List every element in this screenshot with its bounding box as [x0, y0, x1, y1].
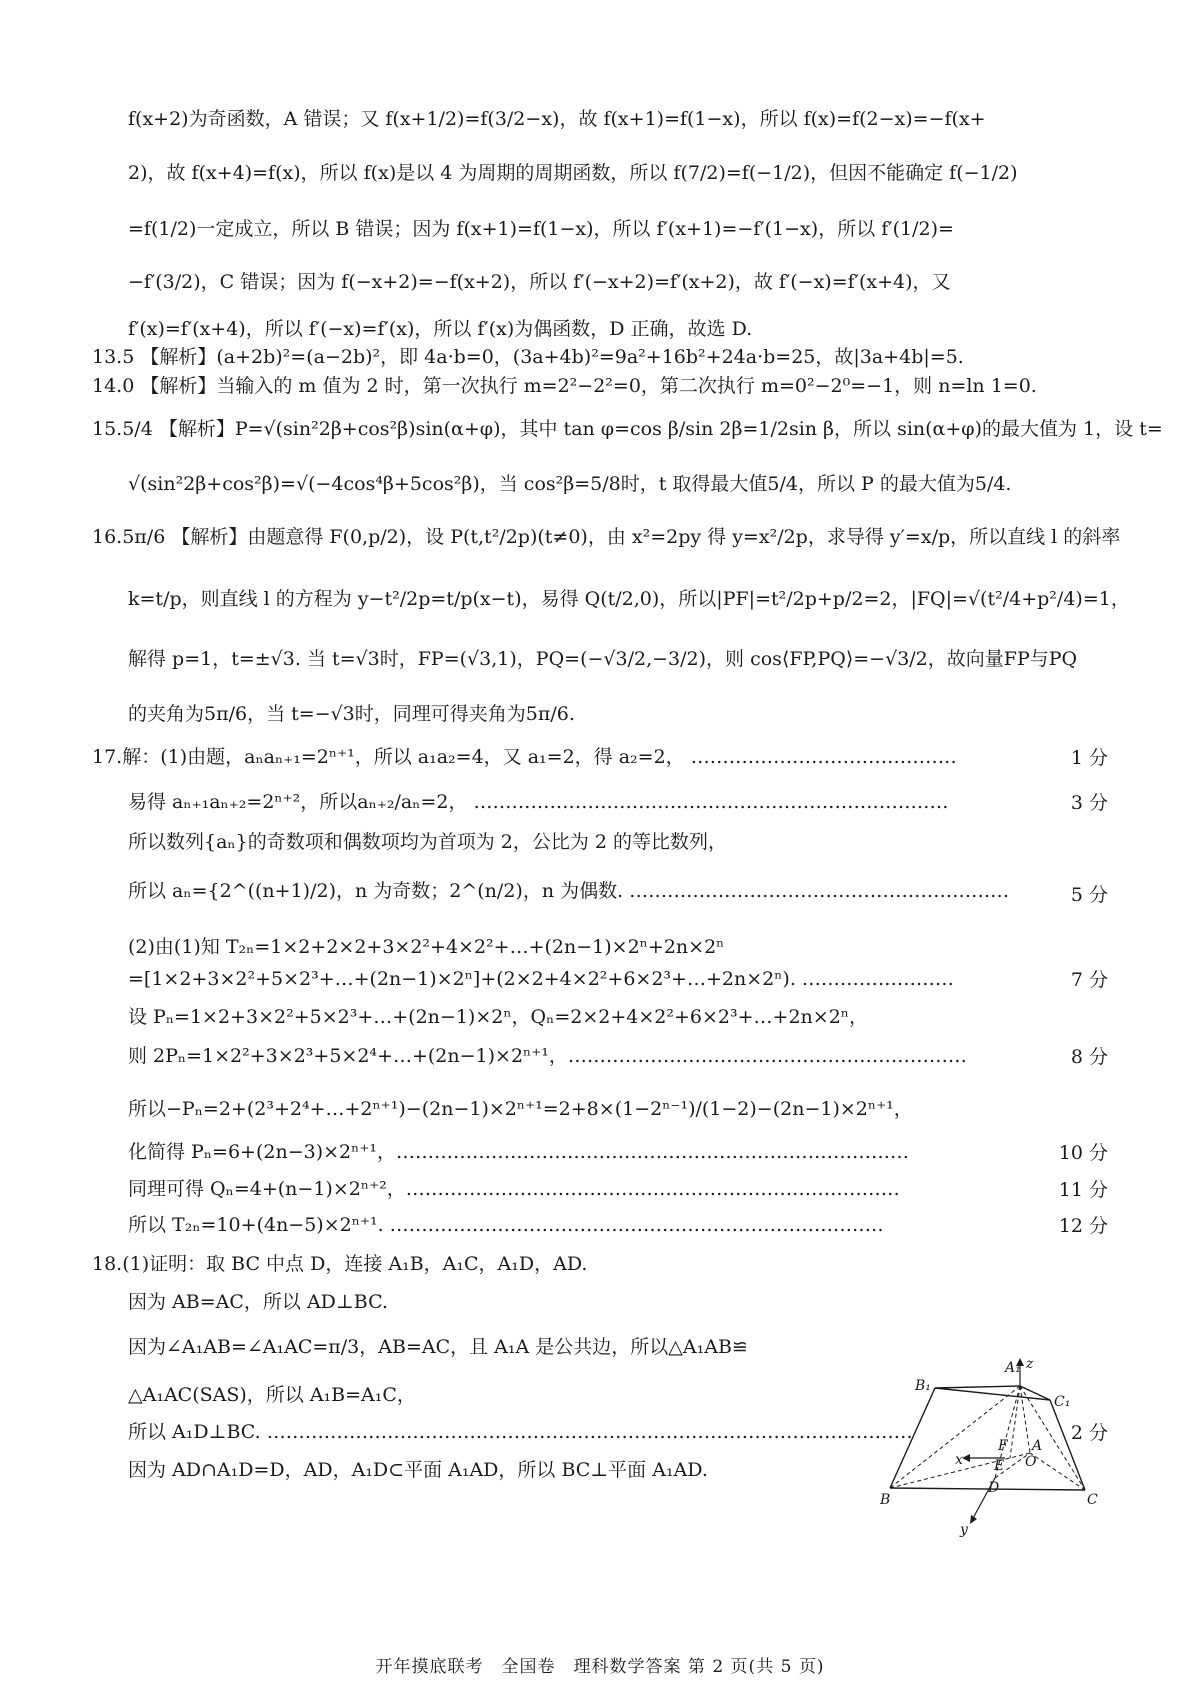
answer-18-line-3: 因为∠A₁AB=∠A₁AC=π/3，AB=AC，且 A₁A 是公共边，所以△A₁AB≌ — [128, 1336, 748, 1358]
text-line-3: =f(1/2)一定成立，所以 B 错误；因为 f(x+1)=f(1−x)，所以 f′(x+1)=−f′(1−x)，所以 f′(1/2)= — [128, 218, 954, 240]
page-footer: 开年摸底联考 全国卷 理科数学答案 第 2 页(共 5 页) — [375, 1657, 825, 1677]
score-mark: 7 分 — [1070, 969, 1108, 991]
score-mark: 10 分 — [1058, 1142, 1108, 1164]
answer-17-line-1: 17.解：(1)由题，aₙaₙ₊₁=2ⁿ⁺¹，所以 a₁a₂=4，又 a₁=2，得 a₂=2， …………………………………… — [92, 746, 957, 768]
answer-16-line-3: 解得 p=1，t=±√3. 当 t=√3时，FP=(√3,1)，PQ=(−√3/2,−3/2)，则 cos⟨FP,PQ⟩=−√3/2，故向量FP与PQ — [128, 648, 1078, 670]
answer-17-line-12: 所以 T₂ₙ=10+(4n−5)×2ⁿ⁺¹. …………………………………………………………………… — [128, 1214, 884, 1236]
prism-figure — [880, 1358, 1120, 1558]
text-line-4: −f′(3/2)，C 错误；因为 f(−x+2)=−f(x+2)，所以 f′(−x+2)=f′(x+2)，故 f′(−x)=f′(x+4)，又 — [128, 271, 951, 293]
answer-14: 14.0 【解析】当输入的 m 值为 2 时，第一次执行 m=2²−2²=0，第二次执行 m=0²−2⁰=−1，则 n=ln 1=0. — [92, 375, 1037, 397]
answer-17-line-11: 同理可得 Qₙ=4+(n−1)×2ⁿ⁺²，…………………………………………………………………… — [128, 1178, 900, 1200]
text-line-1: f(x+2)为奇函数，A 错误；又 f(x+1/2)=f(3/2−x)，故 f(x+1)=f(1−x)，所以 f(x)=f(2−x)=−f(x+ — [128, 108, 986, 130]
score-mark: 2 分 — [1070, 1422, 1108, 1444]
label-A: A — [1032, 1438, 1043, 1454]
label-B1: B₁ — [915, 1378, 931, 1394]
label-A1: A₁ — [1005, 1360, 1021, 1376]
label-O: O — [1025, 1454, 1037, 1470]
label-D: D — [988, 1480, 1000, 1496]
answer-15-line-1: 15.5/4 【解析】P=√(sin²2β+cos²β)sin(α+φ)，其中 tan φ=cos β/sin 2β=1/2sin β，所以 sin(α+φ)的最大值为 1，设 t= — [92, 418, 1163, 440]
answer-18-line-1: 18.(1)证明：取 BC 中点 D，连接 A₁B，A₁C，A₁D，AD. — [92, 1253, 588, 1275]
score-mark: 11 分 — [1058, 1179, 1108, 1201]
answer-18-line-6: 因为 AD∩A₁D=D，AD，A₁D⊂平面 A₁AD，所以 BC⊥平面 A₁AD. — [128, 1459, 708, 1481]
answer-17-line-3: 所以数列{aₙ}的奇数项和偶数项均为首项为 2，公比为 2 的等比数列， — [128, 831, 728, 853]
label-y: y — [960, 1522, 968, 1538]
answer-17-line-7: 设 Pₙ=1×2+3×2²+5×2³+…+(2n−1)×2ⁿ，Qₙ=2×2+4×2²+6×2³+…+2n×2ⁿ， — [128, 1006, 869, 1028]
score-mark: 12 分 — [1058, 1215, 1108, 1237]
label-z: z — [1026, 1358, 1034, 1372]
label-C1: C₁ — [1054, 1394, 1071, 1410]
label-E: E — [994, 1458, 1005, 1474]
score-mark: 5 分 — [1070, 884, 1108, 906]
answer-17-line-10: 化简得 Pₙ=6+(2n−3)×2ⁿ⁺¹，……………………………………………………………………… — [128, 1141, 910, 1163]
answer-16-line-1: 16.5π/6 【解析】由题意得 F(0,p/2)，设 P(t,t²/2p)(t≠0)，由 x²=2py 得 y=x²/2p，求导得 y′=x/p，所以直线 l 的斜率 — [92, 526, 1121, 548]
answer-17-line-9: 所以−Pₙ=2+(2³+2⁴+…+2ⁿ⁺¹)−(2n−1)×2ⁿ⁺¹=2+8×(1−2ⁿ⁻¹)/(1−2)−(2n−1)×2ⁿ⁺¹， — [128, 1098, 913, 1120]
score-mark: 8 分 — [1070, 1046, 1108, 1068]
answer-17-line-5: (2)由(1)知 T₂ₙ=1×2+2×2+3×2²+4×2²+…+(2n−1)×2ⁿ+2n×2ⁿ — [128, 936, 725, 958]
answer-13: 13.5 【解析】(a+2b)²=(a−2b)²，即 4a·b=0，(3a+4b)²=9a²+16b²+24a·b=25，故|3a+4b|=5. — [92, 346, 964, 368]
answer-18-line-4: △A₁AC(SAS)，所以 A₁B=A₁C， — [128, 1384, 416, 1406]
answer-18-line-5: 所以 A₁D⊥BC. ………………………………………………………………………………………… — [128, 1421, 913, 1443]
answer-15-line-2: √(sin²2β+cos²β)=√(−4cos⁴β+5cos²β)，当 cos²β=5/8时，t 取得最大值5/4，所以 P 的最大值为5/4. — [128, 473, 1012, 495]
score-mark: 1 分 — [1070, 747, 1108, 769]
answer-17-line-4: 所以 aₙ={2^((n+1)/2)，n 为奇数；2^(n/2)，n 为偶数. …………………………………………………… — [128, 880, 1010, 902]
answer-16-line-2: k=t/p，则直线 l 的方程为 y−t²/2p=t/p(x−t)，易得 Q(t/2,0)，所以|PF|=t²/2p+p/2=2，|FQ|=√(t²/4+p²/4)=1， — [128, 588, 1130, 610]
answer-16-line-4: 的夹角为5π/6，当 t=−√3时，同理可得夹角为5π/6. — [128, 703, 575, 725]
answer-18-line-2: 因为 AB=AC，所以 AD⊥BC. — [128, 1291, 388, 1313]
label-B: B — [880, 1492, 891, 1508]
text-line-2: 2)，故 f(x+4)=f(x)，所以 f(x)是以 4 为周期的周期函数，所以 f(7/2)=f(−1/2)，但因不能确定 f(−1/2) — [128, 162, 1018, 184]
label-x: x — [955, 1452, 963, 1468]
text-line-5: f′(x)=f′(x+4)，所以 f′(−x)=f′(x)，所以 f′(x)为偶函数，D 正确，故选 D. — [128, 318, 753, 340]
score-mark: 3 分 — [1070, 792, 1108, 814]
answer-17-line-2: 易得 aₙ₊₁aₙ₊₂=2ⁿ⁺²，所以aₙ₊₂/aₙ=2， ………………………………………………………………… — [128, 791, 949, 813]
answer-17-line-6: =[1×2+3×2²+5×2³+…+(2n−1)×2ⁿ]+(2×2+4×2²+6×2³+…+2n×2ⁿ). …………………… — [128, 968, 954, 990]
answer-17-line-8: 则 2Pₙ=1×2²+3×2³+5×2⁴+…+(2n−1)×2ⁿ⁺¹，……………………………………………………… — [128, 1045, 967, 1067]
label-C: C — [1087, 1492, 1098, 1508]
label-F: F — [998, 1438, 1008, 1454]
